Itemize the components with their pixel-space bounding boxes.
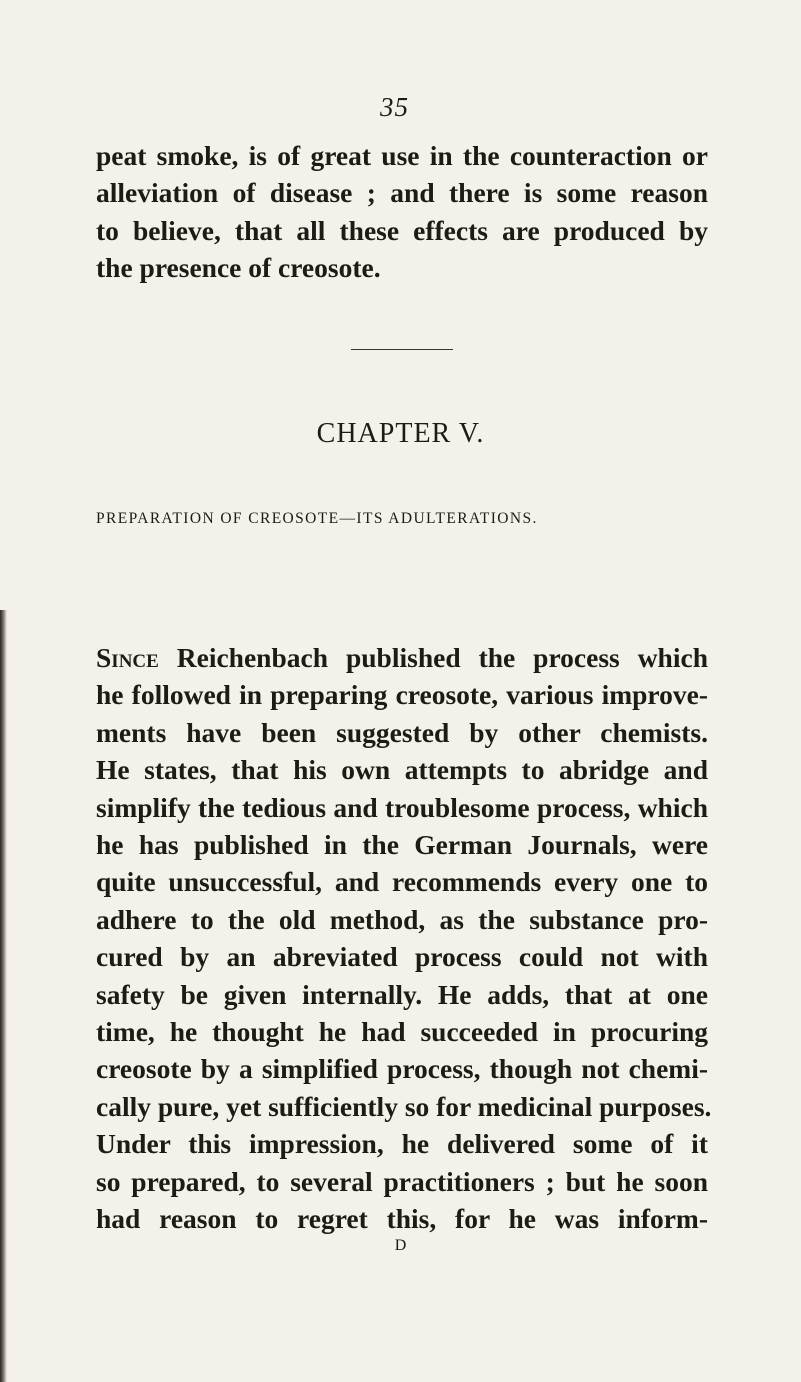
page-number: 35 [380,92,409,122]
paragraph-line: he has published in the German Journals, were [96,829,708,861]
paragraph-line: had reason to regret this, for he was inform- [96,1203,708,1235]
paragraph-line [96,639,708,676]
paragraph-line: cured by an abreviated process could not with [96,941,708,973]
paragraph-line: cally pure, yet sufficiently so for medicinal purposes. [96,1090,712,1122]
intro-paragraph [96,137,708,287]
paragraph-line: the presence of creosote. [96,252,381,284]
section-divider [351,349,453,350]
paragraph-line: creosote by a simplified process, though not chemi- [96,1053,708,1085]
signature-mark: D [394,1237,407,1254]
paragraph-line: ments have been suggested by other chemists. [96,716,708,748]
paragraph-line: time, he thought he had succeeded in procuring [96,1016,708,1048]
paragraph-line: he followed in preparing creosote, various improve- [96,679,708,711]
page-binding-edge [0,610,7,1382]
first-line-text: Reichenbach published the process which [158,642,708,673]
paragraph-line: peat smoke, is of great use in the counteraction or [96,140,708,171]
paragraph-line: alleviation of disease ; and there is some reason [96,177,708,209]
chapter-title: CHAPTER V. [316,418,485,449]
paragraph-line: so prepared, to several practitioners ; but he soon [96,1165,708,1197]
paragraph-line: Under this impression, he delivered some of it [96,1128,708,1160]
paragraph-line: simplify the tedious and troublesome process, which [96,791,708,823]
paragraph-line: He states, that his own attempts to abridge and [96,754,708,786]
paragraph-line: to believe, that all these effects are produced by [96,214,708,246]
main-paragraph [96,639,712,1238]
paragraph-line: quite unsuccessful, and recommends every one to [96,866,708,898]
opening-word: Since [96,642,159,673]
chapter-subtitle: PREPARATION OF CREOSOTE—ITS ADULTERATIONS. [96,510,538,527]
paragraph-line: safety be given internally. He adds, that at one [96,978,708,1010]
paragraph-line: adhere to the old method, as the substance pro- [96,903,708,935]
